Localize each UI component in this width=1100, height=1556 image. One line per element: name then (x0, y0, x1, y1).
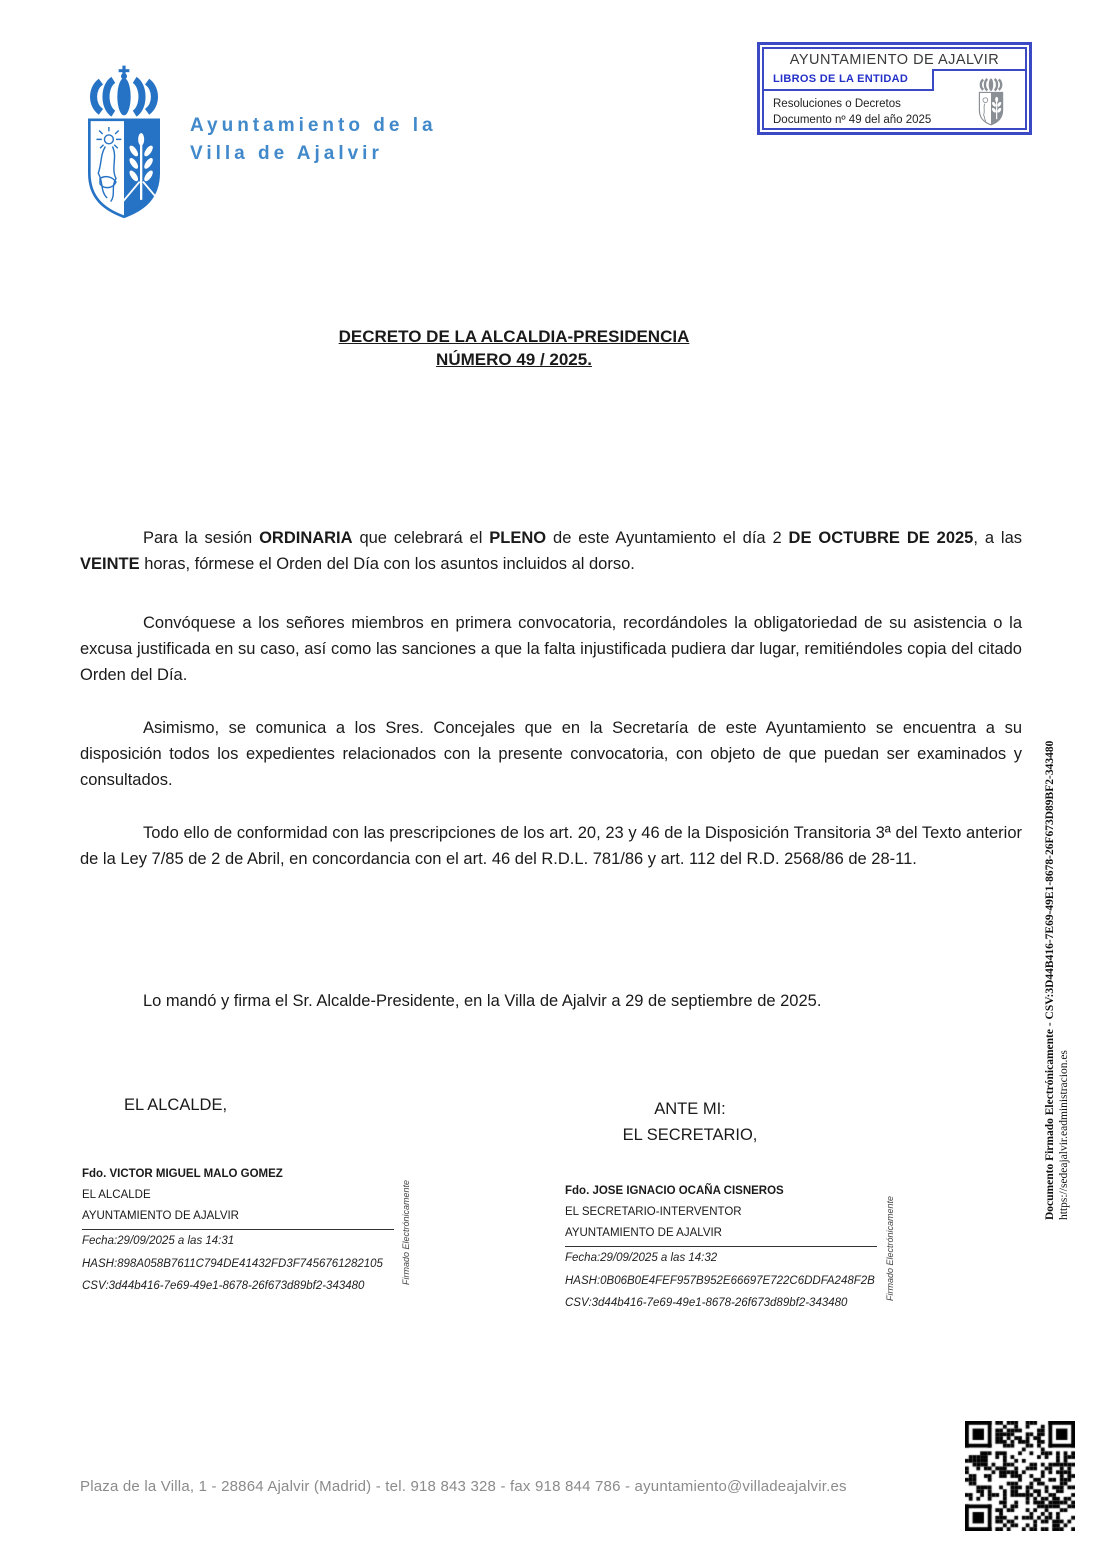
paragraph-legal-basis: Todo ello de conformidad con las prescripciones de los art. 20, 23 y 46 de la Disposición Transitoria 3ª del Texto anterior de la Ley 7/85 de 2 de Abril, en concordancia con el art. 46 del R.D.L. 781/86 y art. 112 del R.D. 2568/86 de 28-11. (80, 824, 1022, 868)
municipal-coat-of-arms (84, 55, 164, 230)
organization-name-line1: Ayuntamiento de la (190, 115, 437, 136)
stamp-subtitle: LIBROS DE LA ENTIDAD (773, 73, 909, 85)
organization-name (190, 112, 437, 168)
secretary-signer-name: Fdo. JOSE IGNACIO OCAÑA CISNEROS (565, 1185, 784, 1197)
signature-block-mayor (82, 1163, 412, 1298)
secretary-signed-electronically-label: Firmado Electrónicamente (885, 1195, 895, 1301)
electronic-signature-sidebar-text (1043, 620, 1073, 1220)
qr-code (965, 1421, 1075, 1531)
signature-heading-mayor: EL ALCALDE, (124, 1096, 228, 1114)
mayor-signed-electronically-label: Firmado Electrónicamente (401, 1179, 411, 1285)
stamp-detail-lines (773, 96, 931, 128)
document-title-line2: NÚMERO 49 / 2025. (436, 350, 592, 369)
mayor-sign-csv: CSV:3d44b416-7e69-49e1-8678-26f673d89bf2-343480 (82, 1280, 365, 1292)
document-title (0, 325, 1028, 371)
stamp-title: AYUNTAMIENTO DE AJALVIR (789, 52, 1000, 68)
mayor-signer-name: Fdo. VICTOR MIGUEL MALO GOMEZ (82, 1168, 283, 1180)
sidebar-url-line: https://sedeajalvir.eadministracion.es (1058, 1050, 1070, 1220)
stamp-doc-type: Resoluciones o Decretos (773, 98, 901, 110)
signature-heading-el-secretario: EL SECRETARIO, (622, 1126, 758, 1144)
paragraph-signing-statement: Lo mandó y firma el Sr. Alcalde-Presidente, en la Villa de Ajalvir a 29 de septiembre de 2025. (143, 992, 822, 1010)
organization-name-line2: Villa de Ajalvir (190, 143, 383, 164)
mayor-role: EL ALCALDE (82, 1189, 151, 1201)
secretary-sign-date: Fecha:29/09/2025 a las 14:32 (565, 1252, 718, 1264)
stamp-doc-number: Documento nº 49 del año 2025 (773, 114, 932, 126)
mayor-sign-hash: HASH:898A058B7611C794DE41432FD3F7456761282105 (82, 1257, 383, 1270)
paragraph-records-available: Asimismo, se comunica a los Sres. Concejales que en la Secretaría de este Ayuntamiento se encuentra a su disposición todos los expedientes relacionados con la presente convocatoria, con objeto de que puedan ser examinados y consultados. (80, 719, 1022, 789)
footer-contact-info: Plaza de la Villa, 1 - 28864 Ajalvir (Madrid) - tel. 918 843 328 - fax 918 844 786 - ayuntamiento@villadeajalvir.es (80, 1478, 847, 1495)
registry-stamp-box (757, 42, 1032, 135)
signature-block-secretary (565, 1180, 895, 1315)
paragraph-convocation: Convóquese a los señores miembros en primera convocatoria, recordándoles la obligatoriedad de su asistencia o la excusa justificada en su caso, así como las sanciones a que la falta injustificada pudiera dar lugar, remitiéndoles copia del citado Orden del Día. (80, 614, 1022, 684)
mayor-organization: AYUNTAMIENTO DE AJALVIR (82, 1206, 394, 1230)
signature-heading-secretary (555, 1096, 825, 1148)
signature-heading-ante-mi: ANTE MI: (654, 1100, 726, 1118)
registry-stamp-inner (762, 47, 1027, 130)
secretary-sign-hash: HASH:0B06B0E4FEF957B952E66697E722C6DDFA248F2B (565, 1274, 875, 1287)
stamp-shield-icon (973, 74, 1009, 126)
secretary-sign-csv: CSV:3d44b416-7e69-49e1-8678-26f673d89bf2-343480 (565, 1297, 848, 1309)
secretary-role: EL SECRETARIO-INTERVENTOR (565, 1206, 742, 1218)
mayor-sign-date: Fecha:29/09/2025 a las 14:31 (82, 1235, 235, 1247)
secretary-organization: AYUNTAMIENTO DE AJALVIR (565, 1223, 877, 1247)
sidebar-csv-line: Documento Firmado Electrónicamente - CSV:3D44B416-7E69-49E1-8678-26F673D89BF2-343480 (1044, 740, 1056, 1220)
stamp-tab-divider-top (934, 69, 1027, 71)
document-title-line1: DECRETO DE LA ALCALDIA-PRESIDENCIA (338, 327, 690, 346)
paragraph-session: Para la sesión ORDINARIA que celebrará el PLENO de este Ayuntamiento el día 2 DE OCTUBRE DE 2025, a las VEINTE horas, fórmese el Orden del Día con los asuntos incluidos al dorso. (80, 529, 1022, 573)
